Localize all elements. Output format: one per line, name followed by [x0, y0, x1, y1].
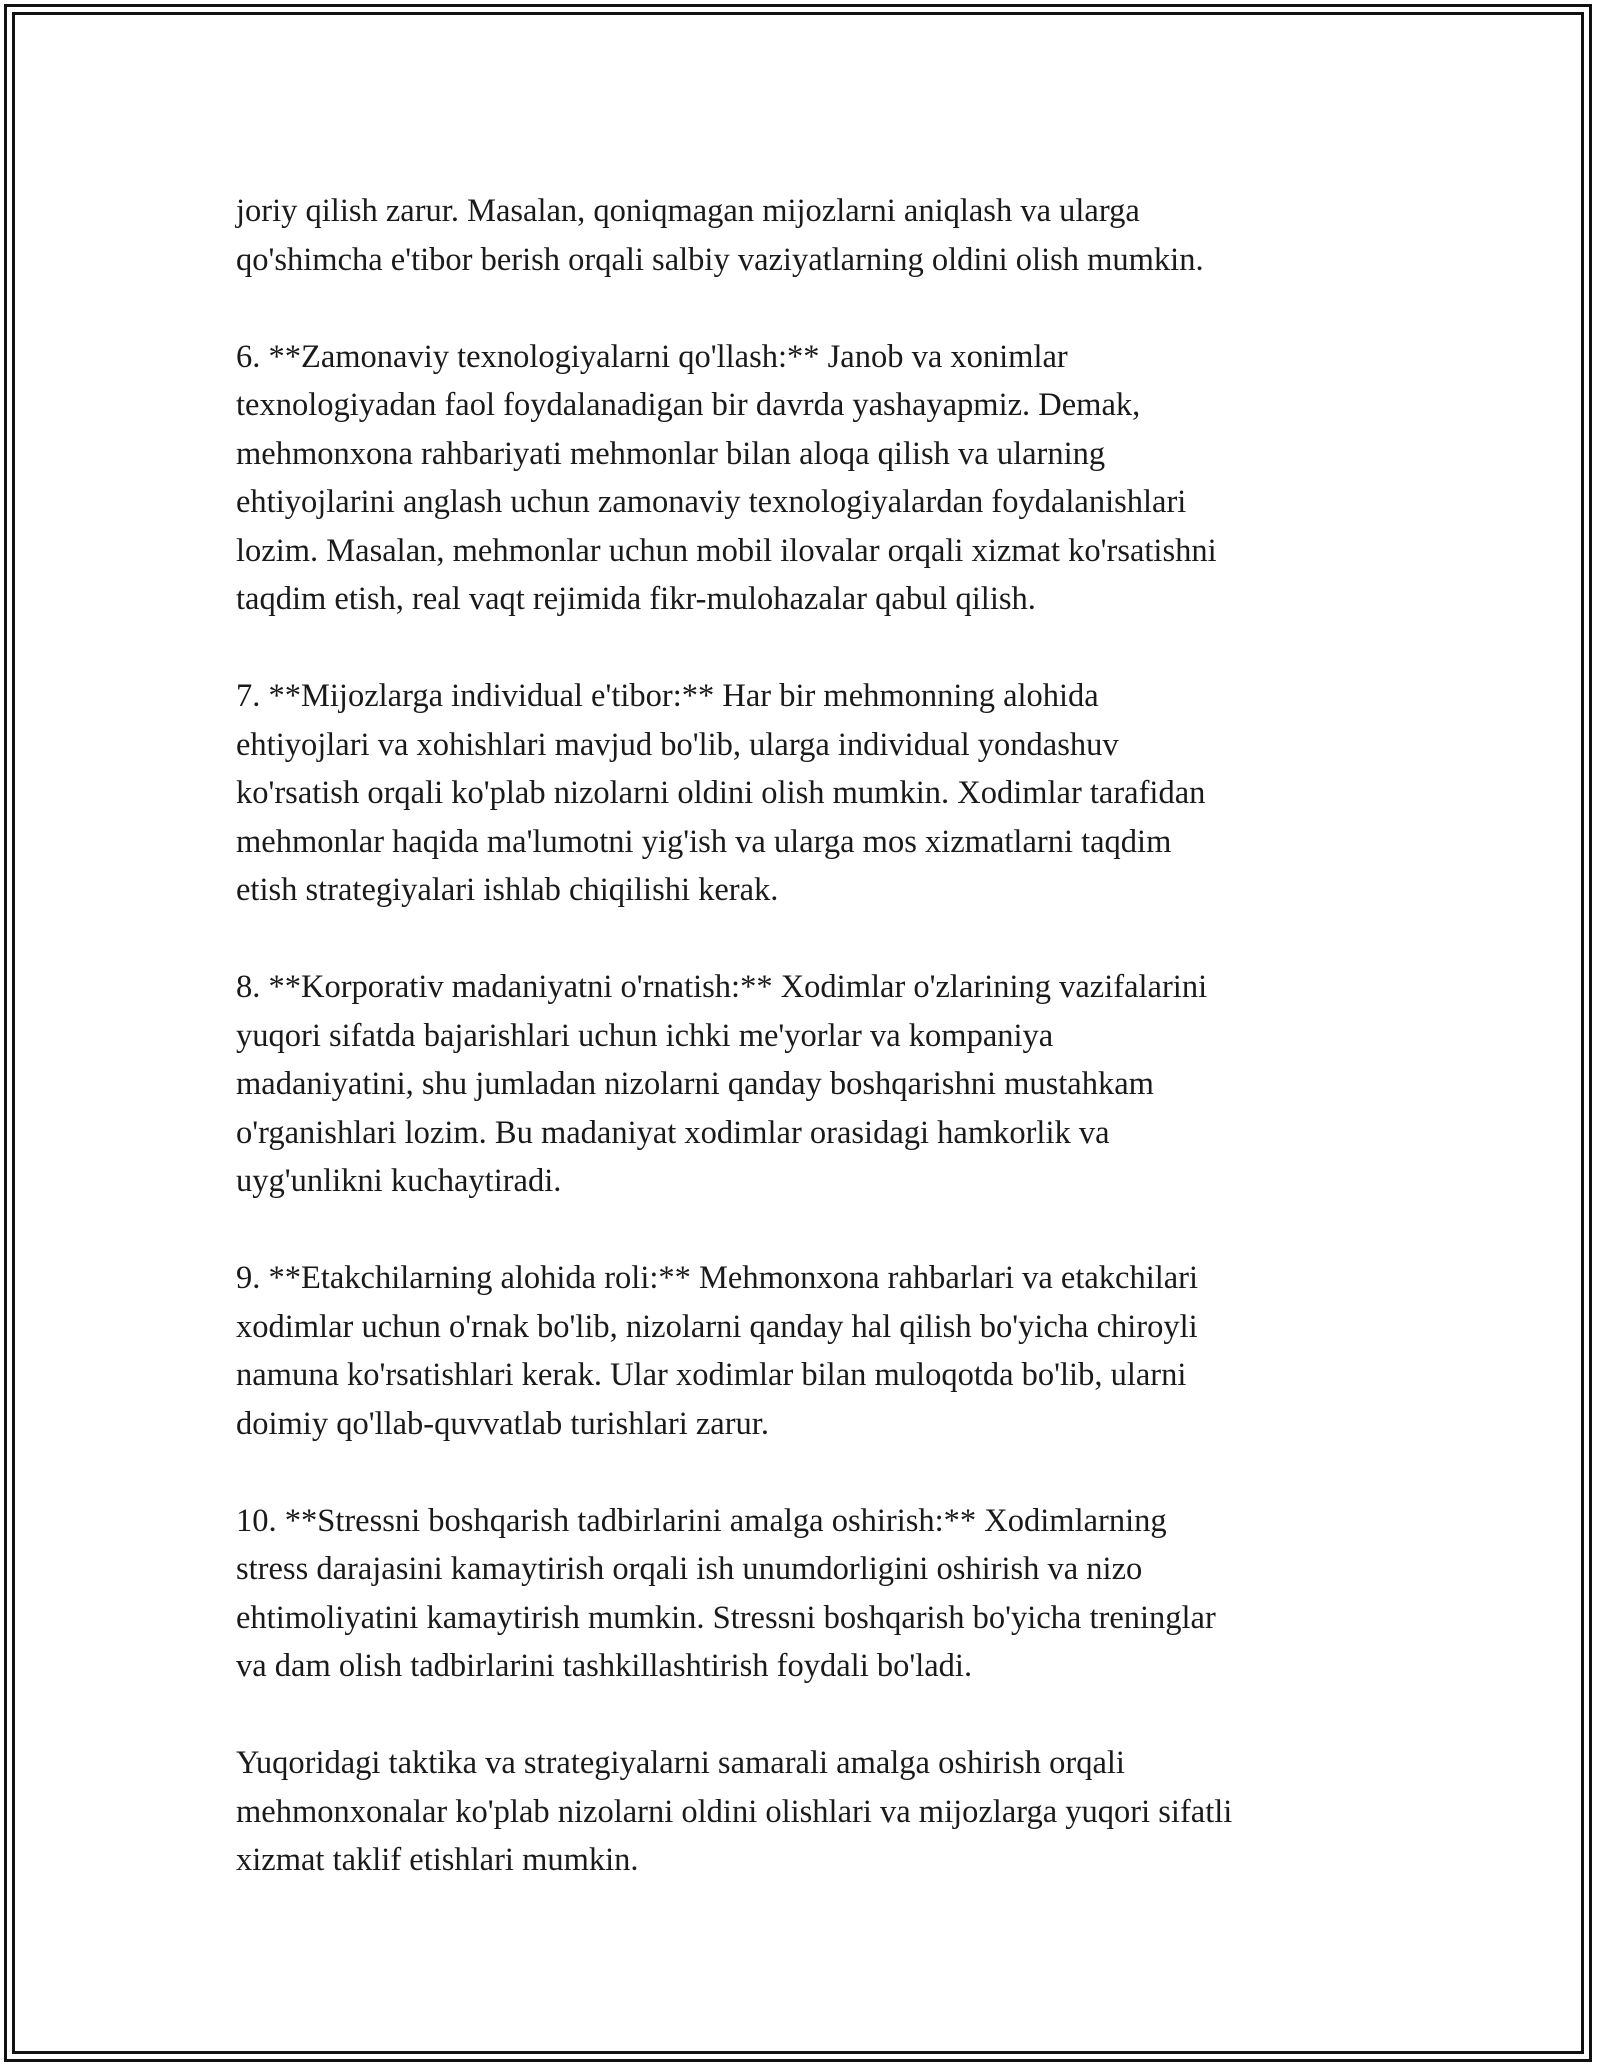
text-line: xizmat taklif etishlari mumkin. [236, 1842, 639, 1878]
text-line: taqdim etish, real vaqt rejimida fikr-mulohazalar qabul qilish. [236, 581, 1036, 617]
text-line: mehmonlar haqida ma'lumotni yig'ish va ularga mos xizmatlarni taqdim [236, 823, 1172, 860]
text-line: mehmonxona rahbariyati mehmonlar bilan aloqa qilish va ularning [236, 435, 1106, 472]
text-line: 9. **Etakchilarning alohida roli:** Mehmonxona rahbarlari va etakchilari [236, 1260, 1199, 1296]
text-line: va dam olish tadbirlarini tashkillashtirish foydali bo'ladi. [236, 1648, 973, 1684]
text-line: 6. **Zamonaviy texnologiyalarni qo'llash:** Janob va xonimlar [236, 338, 1068, 375]
text-line: ehtiyojlarini anglash uchun zamonaviy texnologiyalardan foydalanishlari [236, 484, 1187, 520]
text-line: ko'rsatish orqali ko'plab nizolarni oldini olish mumkin. Xodimlar tarafidan [236, 775, 1206, 811]
paragraph-item-9 [236, 1254, 1406, 1448]
paragraph-item-10 [236, 1497, 1406, 1691]
paragraph-continuation [236, 187, 1406, 284]
document-body [236, 187, 1406, 1933]
paragraph-conclusion [236, 1739, 1406, 1885]
text-line: xodimlar uchun o'rnak bo'lib, nizolarni qanday hal qilish bo'yicha chiroyli [236, 1308, 1198, 1345]
text-line: o'rganishlari lozim. Bu madaniyat xodimlar orasidagi hamkorlik va [236, 1114, 1110, 1151]
text-line: etish strategiyalari ishlab chiqilishi kerak. [236, 872, 779, 908]
text-line: 8. **Korporativ madaniyatni o'rnatish:** Xodimlar o'zlarining vazifalarini [236, 969, 1208, 1005]
text-line: texnologiyadan faol foydalanadigan bir davrda yashayapmiz. Demak, [236, 387, 1141, 423]
text-line: 7. **Mijozlarga individual e'tibor:** Har bir mehmonning alohida [236, 678, 1099, 714]
paragraph-item-6 [236, 333, 1406, 624]
text-line: madaniyatini, shu jumladan nizolarni qanday boshqarishni mustahkam [236, 1066, 1154, 1102]
text-line: mehmonxonalar ko'plab nizolarni oldini olishlari va mijozlarga yuqori sifatli [236, 1793, 1233, 1830]
text-line: qo'shimcha e'tibor berish orqali salbiy vaziyatlarning oldini olish mumkin. [236, 241, 1204, 278]
paragraph-item-8 [236, 963, 1406, 1206]
text-line: uyg'unlikni kuchaytiradi. [236, 1163, 562, 1199]
text-line: stress darajasini kamaytirish orqali ish unumdorligini oshirish va nizo [236, 1551, 1143, 1587]
text-line: lozim. Masalan, mehmonlar uchun mobil ilovalar orqali xizmat ko'rsatishni [236, 532, 1217, 569]
text-line: namuna ko'rsatishlari kerak. Ular xodimlar bilan muloqotda bo'lib, ularni [236, 1357, 1187, 1393]
text-line: ehtimoliyatini kamaytirish mumkin. Stressni boshqarish bo'yicha treninglar [236, 1599, 1216, 1636]
paragraph-item-7 [236, 672, 1406, 915]
text-line: doimiy qo'llab-quvvatlab turishlari zarur. [236, 1405, 769, 1442]
text-line: yuqori sifatda bajarishlari uchun ichki me'yorlar va kompaniya [236, 1017, 1054, 1054]
text-line: 10. **Stressni boshqarish tadbirlarini amalga oshirish:** Xodimlarning [236, 1502, 1167, 1539]
text-line: ehtiyojlari va xohishlari mavjud bo'lib, ularga individual yondashuv [236, 726, 1119, 763]
text-line: Yuqoridagi taktika va strategiyalarni samarali amalga oshirish orqali [236, 1745, 1125, 1781]
text-line: joriy qilish zarur. Masalan, qoniqmagan mijozlarni aniqlash va ularga [236, 193, 1140, 229]
